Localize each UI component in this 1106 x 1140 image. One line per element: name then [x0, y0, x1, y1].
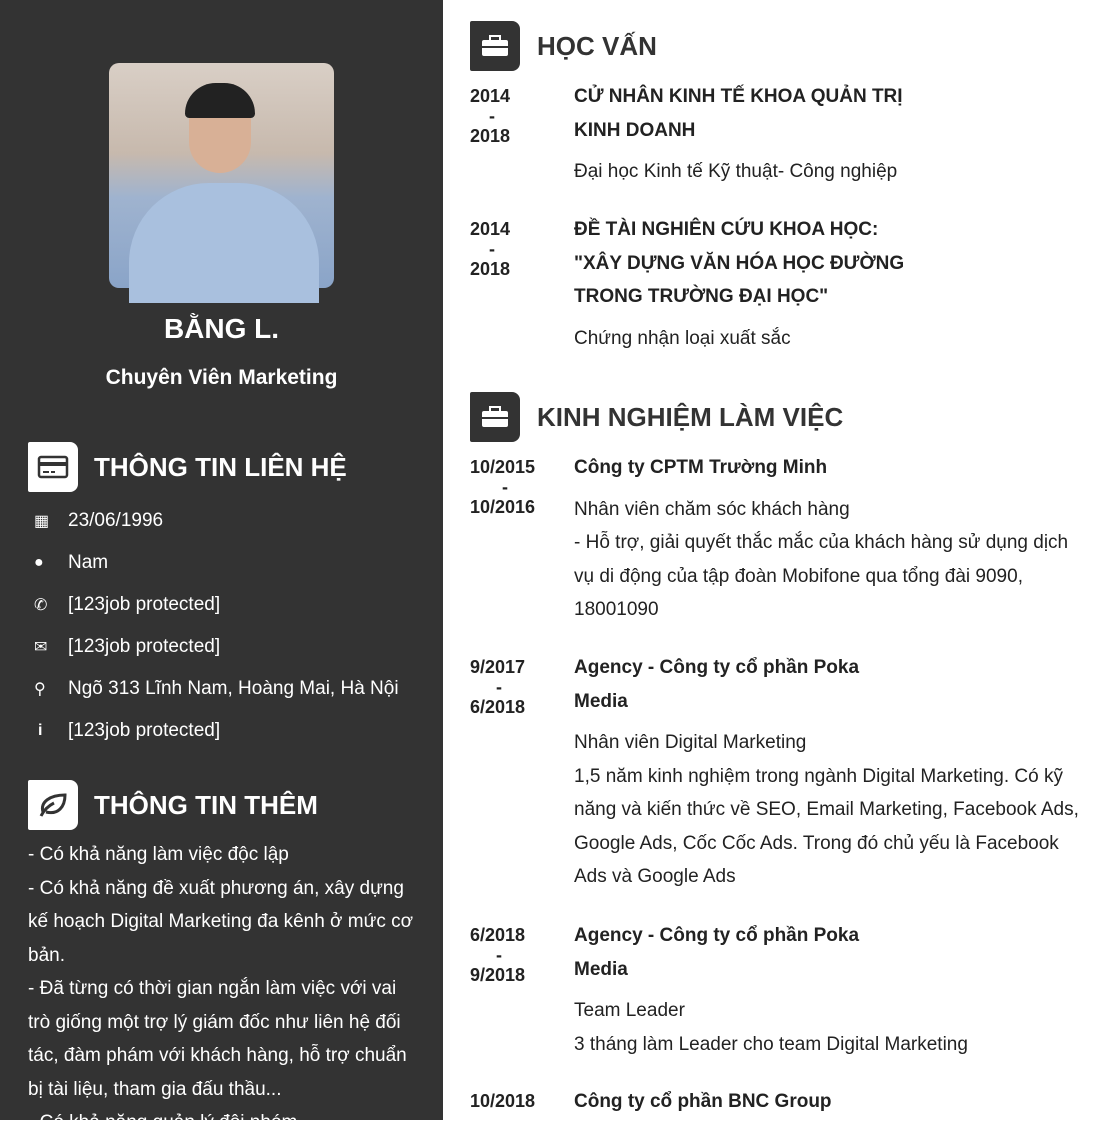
entry-date: 9/2017 - 6/2018 — [470, 657, 526, 717]
entry-description: 3 tháng làm Leader cho team Digital Marketing — [574, 1033, 968, 1055]
main-content — [443, 0, 1106, 1120]
briefcase-icon — [470, 21, 520, 71]
date-to: 10/2016 — [470, 497, 536, 517]
contact-list — [34, 500, 399, 752]
briefcase-icon — [470, 392, 520, 442]
contact-value: Ngõ 313 Lĩnh Nam, Hoàng Mai, Hà Nội — [68, 678, 399, 699]
contact-email — [34, 626, 399, 668]
entry-date: 2014 - 2018 — [470, 86, 511, 146]
date-from: 10/2015 — [470, 457, 536, 477]
contact-value: 23/06/1996 — [68, 510, 164, 531]
contact-value: [123job protected] — [68, 636, 221, 657]
date-to: 2018 — [470, 126, 511, 146]
experience-heading — [470, 392, 843, 442]
map-marker-icon: ⚲ — [34, 681, 46, 698]
entry-position: Nhân viên Digital Marketing — [574, 732, 807, 753]
entry-date: 10/2015 - 10/2016 — [470, 457, 536, 517]
date-from: 9/2017 — [470, 657, 526, 677]
contact-phone — [34, 584, 399, 626]
entry-company: Công ty CPTM Trường Minh — [574, 457, 828, 478]
contact-heading-text: THÔNG TIN LIÊN HỆ — [94, 451, 347, 482]
candidate-name: BẰNG L. — [163, 313, 280, 344]
entry-description: - Hỗ trợ, giải quyết thắc mắc của khách hàng sử dụng dịch vụ di động của tập đoàn Mobifone qua tổng đài 9090, 18001090 — [574, 532, 1069, 620]
calendar-icon: ▦ — [34, 513, 50, 530]
phone-icon: ✆ — [34, 597, 48, 614]
envelope-icon: ✉ — [34, 639, 48, 656]
entry-company: Công ty cổ phần BNC Group — [574, 1091, 832, 1112]
more-info — [28, 838, 418, 1140]
experience-heading-text: KINH NGHIỆM LÀM VIỆC — [537, 401, 844, 432]
more-line: - Có khả năng đề xuất phương án, xây dựng kế hoạch Digital Marketing đa kênh ở mức cơ bản. — [28, 877, 414, 966]
avatar — [109, 63, 334, 288]
more-line: - Có khả năng quản lý đội nhóm — [28, 1112, 298, 1133]
date-to: 2018 — [470, 259, 511, 279]
entry-subtitle: Chứng nhận loại xuất sắc — [574, 327, 791, 349]
entry-position: Team Leader — [574, 1000, 685, 1021]
more-heading — [28, 780, 318, 830]
entry-date: 6/2018 - 9/2018 — [470, 925, 526, 985]
entry-subtitle: Đại học Kinh tế Kỹ thuật- Công nghiệp — [574, 161, 898, 182]
date-to: 6/2018 — [470, 697, 526, 717]
contact-address — [34, 668, 399, 710]
contact-info — [34, 710, 399, 752]
date-from: 6/2018 — [470, 925, 526, 945]
user-icon: ● — [34, 554, 44, 571]
entry-company: Agency - Công ty cổ phần Poka Media — [574, 657, 860, 712]
more-heading-text: THÔNG TIN THÊM — [94, 789, 318, 820]
entry-description: 1,5 năm kinh nghiệm trong ngành Digital Marketing. Có kỹ năng và kiến thức về SEO, Email Marketing, Facebook Ads, Google Ads, Cốc Cốc Ads. Trong đó chủ yếu là Facebook Ads và Google Ads — [574, 765, 1079, 887]
contact-value: [123job protected] — [68, 594, 221, 615]
entry-company: Agency - Công ty cổ phần Poka Media — [574, 925, 860, 980]
date-to: 9/2018 — [470, 965, 526, 985]
entry-title: CỬ NHÂN KINH TẾ KHOA QUẢN TRỊ KINH DOANH — [574, 86, 903, 141]
entry-title: ĐỀ TÀI NGHIÊN CỨU KHOA HỌC: "XÂY DỰNG VĂN HÓA HỌC ĐƯỜNG TRONG TRƯỜNG ĐẠI HỌC" — [574, 219, 905, 307]
contact-value: Nam — [68, 552, 109, 573]
entry-date: 2014 - 2018 — [470, 219, 511, 279]
candidate-role: Chuyên Viên Marketing — [105, 366, 338, 389]
date-from: 10/2018 — [470, 1091, 536, 1111]
contact-birthday — [34, 500, 399, 542]
more-line: - Đã từng có thời gian ngắn làm việc với vai trò giống một trợ lý giám đốc như liên hệ đối tác, đàm phám với khách hàng, hỗ trợ chuẩn bị tài liệu, tham gia đấu thầu... — [28, 978, 407, 1100]
contact-value: [123job protected] — [68, 720, 221, 741]
education-heading — [470, 21, 657, 71]
date-from: 2014 — [470, 219, 511, 239]
entry-date — [470, 1091, 560, 1111]
more-line: - Có khả năng làm việc độc lập — [28, 844, 289, 865]
contact-gender — [34, 542, 399, 584]
date-from: 2014 — [470, 86, 511, 106]
info-icon: i — [38, 722, 43, 739]
leaf-icon — [28, 780, 78, 830]
entry-position: Nhân viên chăm sóc khách hàng — [574, 498, 850, 520]
sidebar — [0, 0, 443, 1133]
contact-heading — [28, 442, 347, 492]
education-heading-text: HỌC VẤN — [537, 30, 657, 61]
credit-card-icon — [28, 442, 78, 492]
